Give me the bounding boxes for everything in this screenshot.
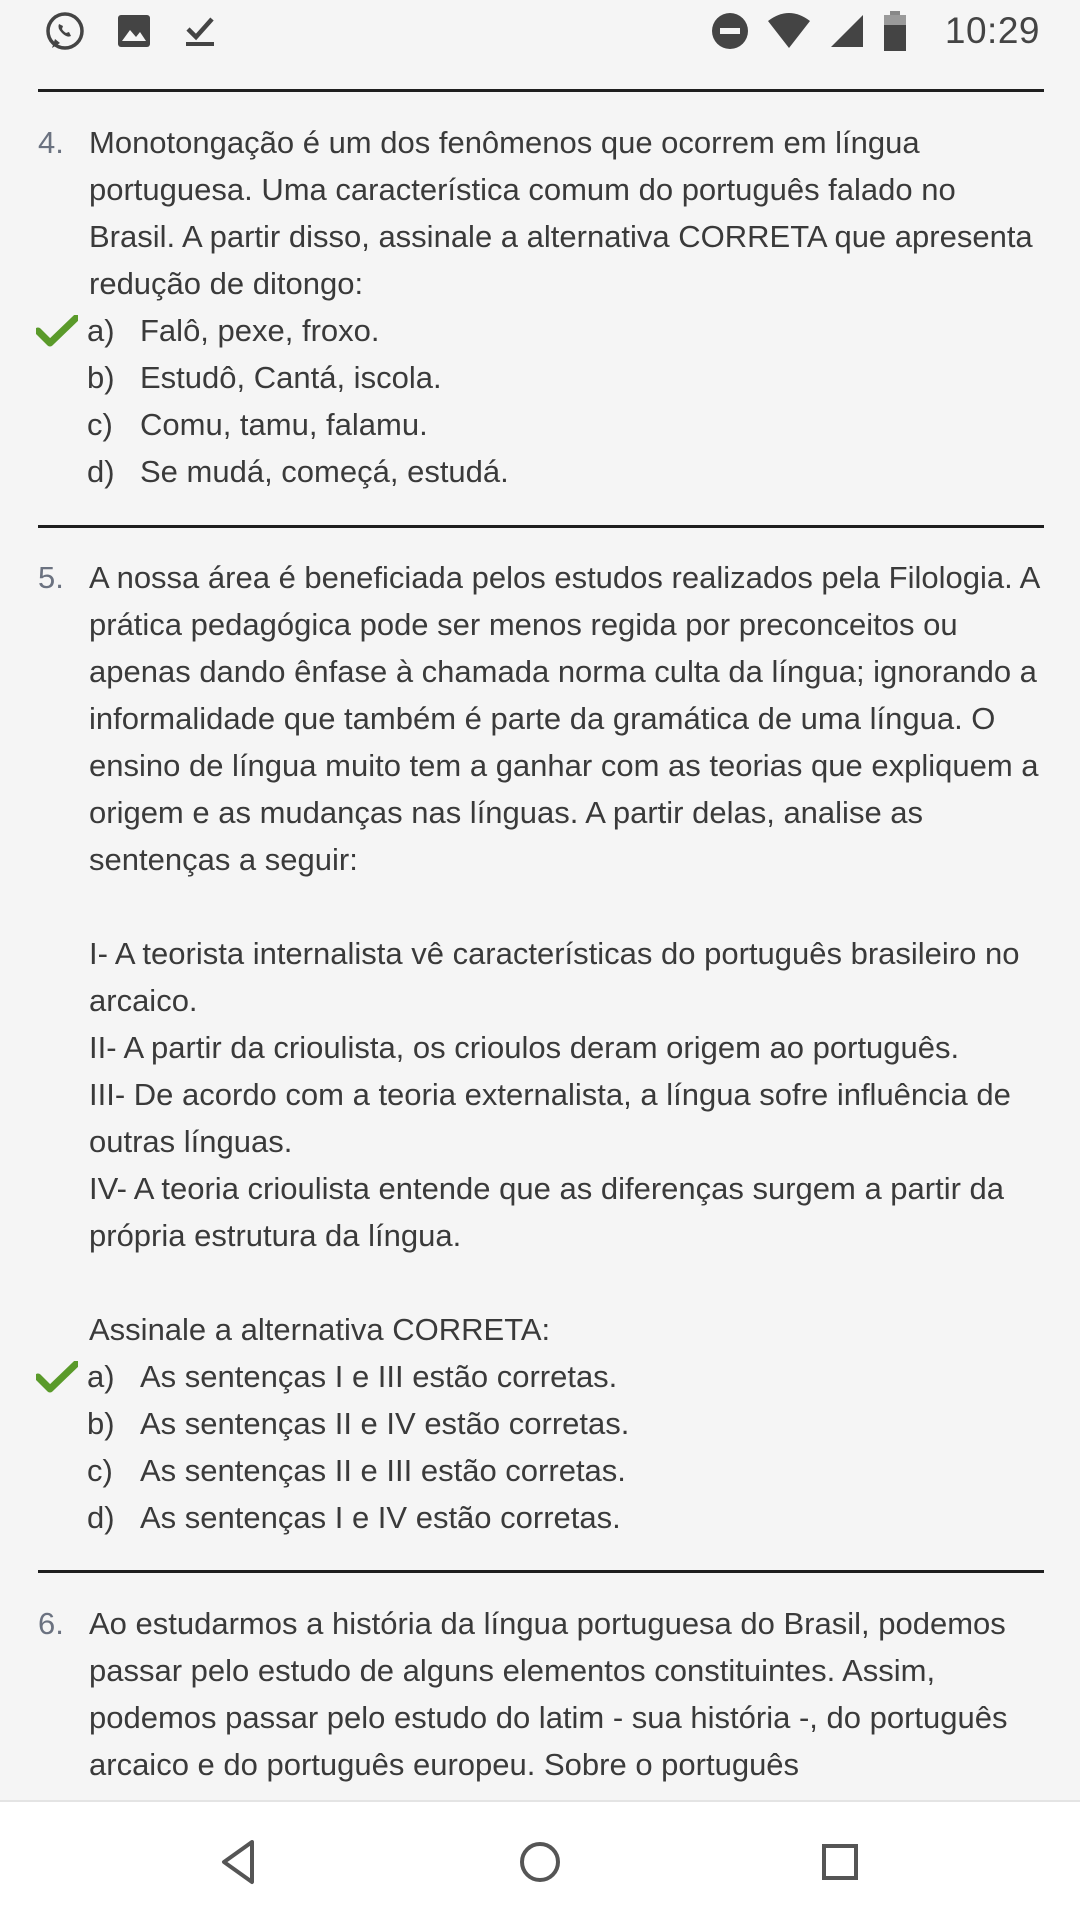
option-text: As sentenças II e III estão corretas.	[140, 1453, 626, 1488]
option-c[interactable]	[0, 401, 1080, 448]
divider	[38, 525, 1044, 528]
option-b[interactable]	[0, 354, 1080, 401]
option-letter: c)	[87, 407, 113, 442]
option-letter: d)	[87, 1500, 115, 1535]
option-a[interactable]	[0, 1353, 1080, 1400]
option-text: As sentenças I e III estão corretas.	[140, 1359, 618, 1394]
option-letter: b)	[87, 1406, 115, 1441]
statement-i: I- A teorista internalista vê características do português brasileiro no arcaico.	[89, 936, 1020, 1018]
option-letter: b)	[87, 360, 115, 395]
option-letter: d)	[87, 454, 115, 489]
clock: 10:29	[944, 10, 1040, 51]
option-c[interactable]	[0, 1447, 1080, 1494]
question-text	[89, 119, 1049, 307]
quiz-content[interactable]	[0, 62, 1080, 1800]
image-icon	[116, 13, 152, 49]
recents-icon[interactable]	[810, 1832, 870, 1892]
option-letter: c)	[87, 1453, 113, 1488]
option-letter: a)	[87, 1359, 115, 1394]
statement-iii: III- De acordo com a teoria externalista, a língua sofre influência de outras línguas.	[89, 1077, 1011, 1159]
wifi-icon	[767, 13, 811, 49]
option-b[interactable]	[0, 1400, 1080, 1447]
option-text: Se mudá, começá, estudá.	[140, 454, 509, 489]
question-paragraph: A nossa área é beneficiada pelos estudos realizados pela Filologia. A prática pedagógica pode ser menos regida por preconceitos ou apenas dando ênfase à chamada norma culta da língua; ignorando a informalidade que também é parte da gramática de uma língua. O ensino de língua muito tem a ganhar com as teorias que expliquem a origem e as mudanças nas línguas. A partir delas, analise as sentenças a seguir:	[89, 560, 1039, 877]
navigation-bar	[0, 1800, 1080, 1922]
option-letter: a)	[87, 313, 115, 348]
whatsapp-icon	[44, 10, 86, 52]
option-text: Estudô, Cantá, iscola.	[140, 360, 442, 395]
signal-icon	[829, 13, 865, 49]
question-text	[89, 554, 1049, 1353]
option-a[interactable]	[0, 307, 1080, 354]
question-text	[89, 1600, 1049, 1788]
back-icon[interactable]	[210, 1832, 270, 1892]
question-instruction: Assinale a alternativa CORRETA:	[89, 1312, 551, 1347]
checkmark-icon	[36, 315, 78, 347]
option-text: As sentenças I e IV estão corretas.	[140, 1500, 621, 1535]
option-text: As sentenças II e IV estão corretas.	[140, 1406, 630, 1441]
home-icon[interactable]	[510, 1832, 570, 1892]
download-done-icon	[182, 13, 218, 49]
battery-icon	[883, 11, 907, 51]
status-bar	[0, 0, 1080, 62]
checkmark-icon	[36, 1361, 78, 1393]
statement-iv: IV- A teoria crioulista entende que as diferenças surgem a partir da própria estrutura da língua.	[89, 1171, 1005, 1253]
question-paragraph: Monotongação é um dos fenômenos que ocorrem em língua portuguesa. Uma característica comum do português falado no Brasil. A partir disso, assinale a alternativa CORRETA que apresenta redução de ditongo:	[89, 125, 1033, 301]
blank-line	[89, 1259, 1049, 1306]
option-d[interactable]	[0, 448, 1080, 495]
do-not-disturb-icon	[711, 12, 749, 50]
question-number: 4.	[38, 125, 64, 160]
options-list	[0, 307, 1080, 495]
options-list	[0, 1353, 1080, 1541]
system-icons	[711, 0, 1040, 62]
divider	[38, 1570, 1044, 1573]
statement-ii: II- A partir da crioulista, os crioulos deram origem ao português.	[89, 1030, 960, 1065]
option-text: Comu, tamu, falamu.	[140, 407, 428, 442]
question-number: 6.	[38, 1606, 64, 1641]
notification-icons	[44, 0, 218, 62]
question-paragraph: Ao estudarmos a história da língua portuguesa do Brasil, podemos passar pelo estudo de alguns elementos constituintes. Assim, podemos passar pelo estudo do latim - sua história -, do português arcaico e do português europeu. Sobre o português	[89, 1606, 1008, 1782]
option-text: Falô, pexe, froxo.	[140, 313, 380, 348]
question-number: 5.	[38, 560, 64, 595]
option-d[interactable]	[0, 1494, 1080, 1541]
divider	[38, 89, 1044, 92]
blank-line	[89, 883, 1049, 930]
